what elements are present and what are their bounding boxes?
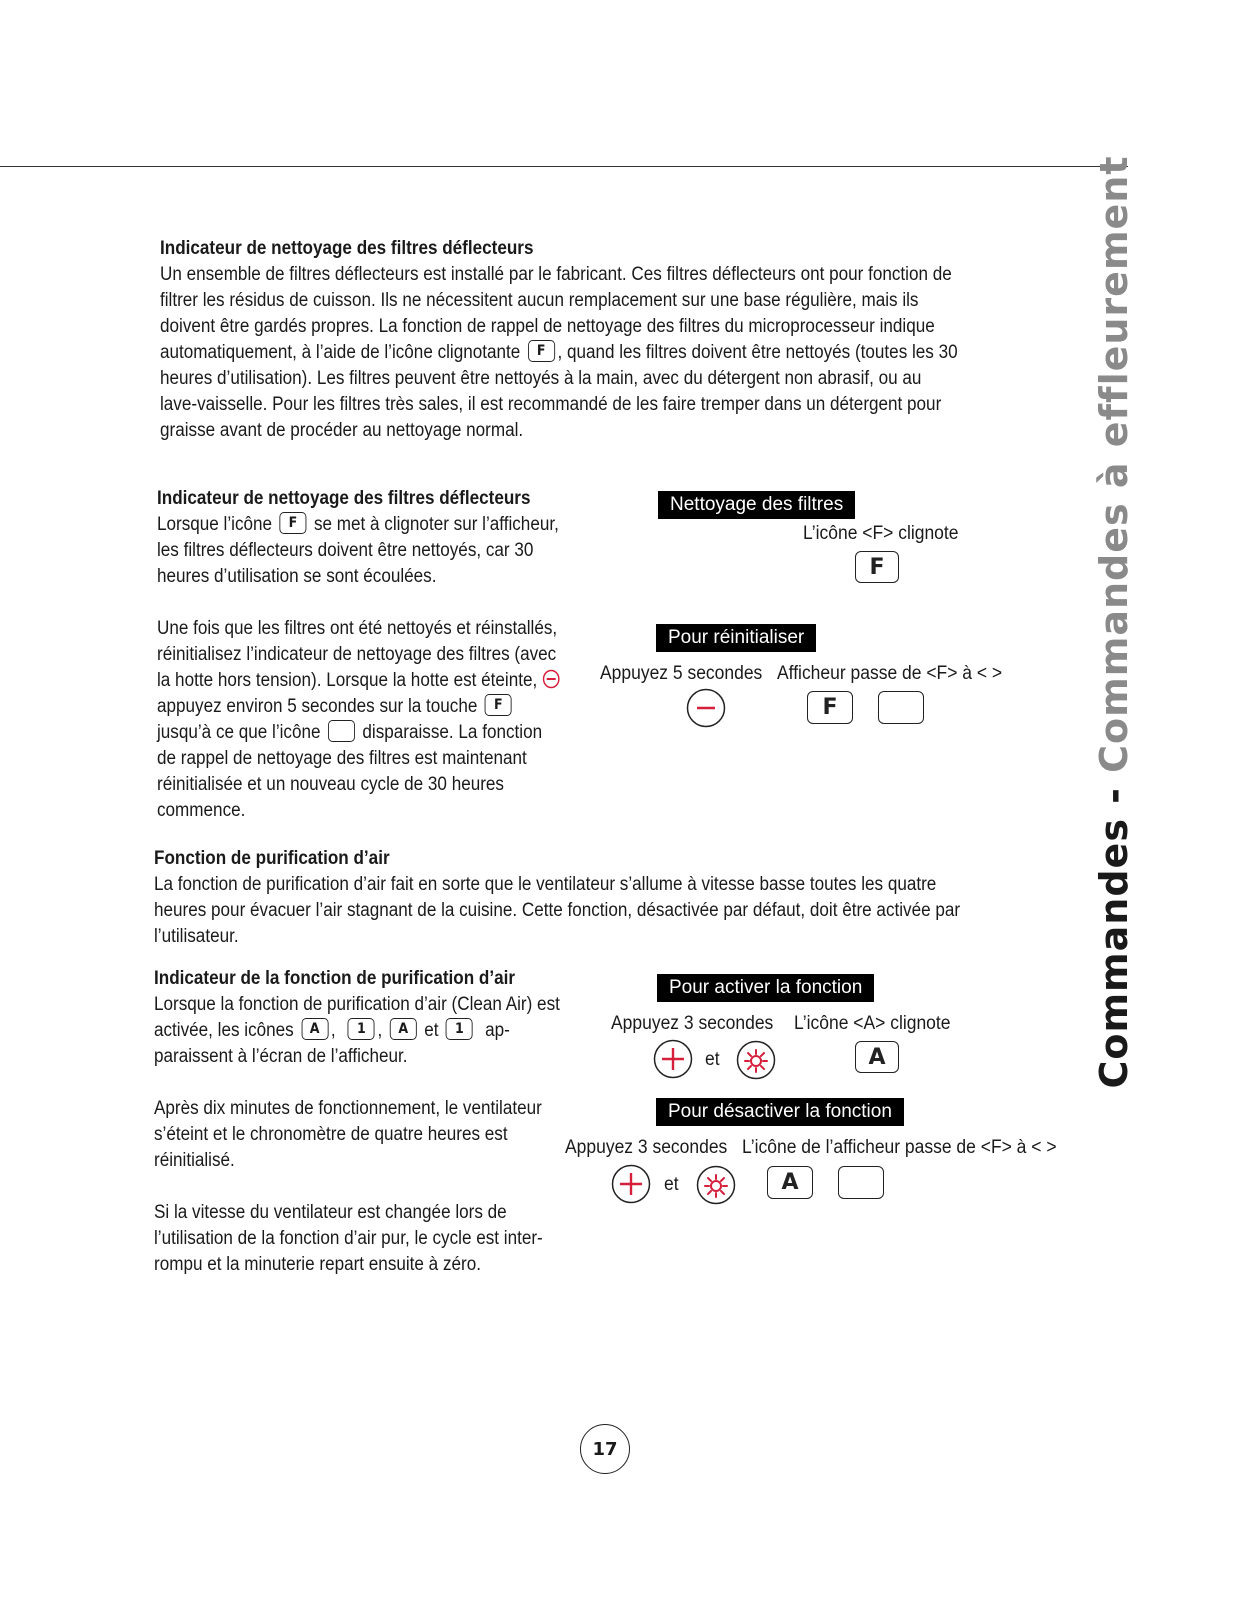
label-activer: Pour activer la fonction	[657, 974, 874, 1002]
filter-blink-icon: F	[528, 340, 555, 362]
empty-display-key	[878, 691, 924, 724]
text-span: se met à clignoter sur l’afficheur,	[313, 514, 559, 535]
paragraph-line	[157, 512, 560, 538]
a-blink-icon: A	[390, 1018, 417, 1040]
a-key	[767, 1166, 813, 1199]
paragraph-line: Un ensemble de filtres déflecteurs est installé par le fabricant. Ces filtres déflecteurs ont pour fonction de	[160, 264, 952, 285]
paragraph-line: lave-vaisselle. Pour les filtres très sales, il est recommandé de les faire tremper dans un détergent pour	[160, 394, 942, 415]
empty-display-icon	[328, 720, 355, 742]
paragraph-line: réinitialisé.	[154, 1150, 235, 1171]
plus-button[interactable]	[611, 1164, 651, 1204]
paragraph-line: graisse avant de procéder au nettoyage normal.	[160, 420, 524, 441]
header-rule	[0, 166, 1128, 167]
label-nettoyage-filtres: Nettoyage des filtres	[658, 491, 855, 519]
section-air-indicator	[154, 966, 560, 1278]
paragraph-line: heures d’utilisation se sont écoulées.	[157, 566, 437, 587]
one-blink-icon: 1	[446, 1018, 473, 1040]
paragraph-line	[157, 668, 560, 694]
f-key-icon: F	[485, 694, 512, 716]
minus-button[interactable]	[686, 688, 726, 728]
f-key-button[interactable]	[807, 691, 853, 724]
text-span: ,	[330, 1020, 336, 1041]
page-number: 17	[580, 1424, 630, 1474]
fan-button[interactable]	[736, 1040, 776, 1080]
paragraph-line: Lorsque la fonction de purification d’air (Clean Air) est	[154, 994, 560, 1015]
paragraph-line: commence.	[157, 800, 246, 821]
text-span: jusqu’à ce que l’icône	[157, 722, 321, 743]
fan-button[interactable]	[696, 1165, 736, 1205]
paragraph-line: heures pour évacuer l’air stagnant de la cuisine. Cette fonction, désactivée par défaut, doit être activée par	[154, 900, 961, 921]
minus-circle-icon	[542, 669, 560, 689]
plus-button[interactable]	[653, 1039, 693, 1079]
paragraph-line: Une fois que les filtres ont été nettoyés et réinstallés,	[157, 618, 558, 639]
et-label: et	[705, 1049, 720, 1070]
paragraph-line: heures d’utilisation). Les filtres peuvent être nettoyés à la main, avec du détergent non abrasif, ou au	[160, 368, 922, 389]
key-label: F	[869, 554, 885, 580]
text-span: Lorsque l’icône	[157, 514, 273, 535]
paragraph-line: de rappel de nettoyage des filtres est maintenant	[157, 748, 527, 769]
text-span: ,	[377, 1020, 383, 1041]
caption-display-change: Afficheur passe de <F> à < >	[777, 663, 1003, 684]
section-filter-indicator	[157, 486, 560, 824]
section-title: Indicateur de nettoyage des filtres déflecteurs	[160, 238, 534, 259]
paragraph-line: Si la vitesse du ventilateur est changée lors de	[154, 1202, 507, 1223]
caption-display-change: L’icône de l’afficheur passe de <F> à < >	[742, 1137, 1057, 1158]
caption-a-blink: L’icône <A> clignote	[794, 1013, 951, 1034]
section-title: Fonction de purification d’air	[154, 848, 390, 869]
label-reinitialiser: Pour réinitialiser	[656, 624, 816, 652]
side-title	[1092, 155, 1136, 1088]
one-blink-icon: 1	[348, 1018, 375, 1040]
text-span: appuyez environ 5 secondes sur la touche	[157, 696, 478, 717]
section-title: Indicateur de nettoyage des filtres déflecteurs	[157, 488, 531, 509]
et-label: et	[664, 1174, 679, 1195]
paragraph-line: s’éteint et le chronomètre de quatre heures est	[154, 1124, 508, 1145]
paragraph-line	[157, 720, 560, 746]
paragraph-line: l’utilisateur.	[154, 926, 239, 947]
caption-press-5s: Appuyez 5 secondes	[600, 663, 763, 684]
text-span: ap-	[485, 1020, 510, 1041]
filter-blink-icon: F	[279, 512, 306, 534]
paragraph-line: les filtres déflecteurs doivent être nettoyés, car 30	[157, 540, 534, 561]
paragraph-line: La fonction de purification d’air fait en sorte que le ventilateur s’allume à vitesse basse toutes les quatre	[154, 874, 937, 895]
text-span: disparaisse. La fonction	[362, 722, 543, 743]
key-label: F	[822, 695, 838, 720]
side-title-part1: Commandes -	[1092, 772, 1136, 1089]
caption-f-blink: L’icône <F> clignote	[803, 523, 959, 544]
a-blink-icon: A	[301, 1018, 328, 1040]
label-desactiver: Pour désactiver la fonction	[656, 1098, 904, 1126]
section-air-purification	[154, 846, 960, 950]
paragraph-line	[157, 694, 560, 720]
paragraph-line: réinitialisez l’indicateur de nettoyage des filtres (avec	[157, 644, 557, 665]
caption-press-3s: Appuyez 3 secondes	[611, 1013, 774, 1034]
paragraph-line: réinitialisée et un nouveau cycle de 30 heures	[157, 774, 504, 795]
paragraph-line: paraissent à l’écran de l’afficheur.	[154, 1046, 408, 1067]
section-filter-intro	[160, 236, 958, 444]
paragraph-line	[160, 340, 958, 366]
key-label: A	[868, 1044, 886, 1070]
paragraph-line: filtrer les résidus de cuisson. Ils ne nécessitent aucun remplacement sur une base régulière, mais ils	[160, 290, 919, 311]
section-title: Indicateur de la fonction de purification d’air	[154, 968, 516, 989]
paragraph-line: rompu et la minuterie repart ensuite à zéro.	[154, 1254, 481, 1275]
text-span: automatiquement, à l’aide de l’icône clignotante	[160, 342, 521, 363]
side-title-part2: Commandes à effleurement	[1092, 155, 1136, 773]
text-span: , quand les filtres doivent être nettoyés (toutes les 30	[557, 342, 958, 363]
text-span: activée, les icônes	[154, 1020, 294, 1041]
text-span: la hotte hors tension). Lorsque la hotte est éteinte,	[157, 670, 538, 691]
empty-display-key	[838, 1166, 884, 1199]
paragraph-line	[154, 1018, 560, 1044]
f-blink-key	[855, 551, 899, 583]
paragraph-line: l’utilisation de la fonction d’air pur, le cycle est inter-	[154, 1228, 543, 1249]
text-span: et	[424, 1020, 439, 1041]
paragraph-line: doivent être gardés propres. La fonction de rappel de nettoyage des filtres du microprocesseur indique	[160, 316, 935, 337]
paragraph-line: Après dix minutes de fonctionnement, le ventilateur	[154, 1098, 542, 1119]
caption-press-3s: Appuyez 3 secondes	[565, 1137, 728, 1158]
key-label: A	[781, 1170, 799, 1195]
a-blink-key	[855, 1041, 899, 1073]
